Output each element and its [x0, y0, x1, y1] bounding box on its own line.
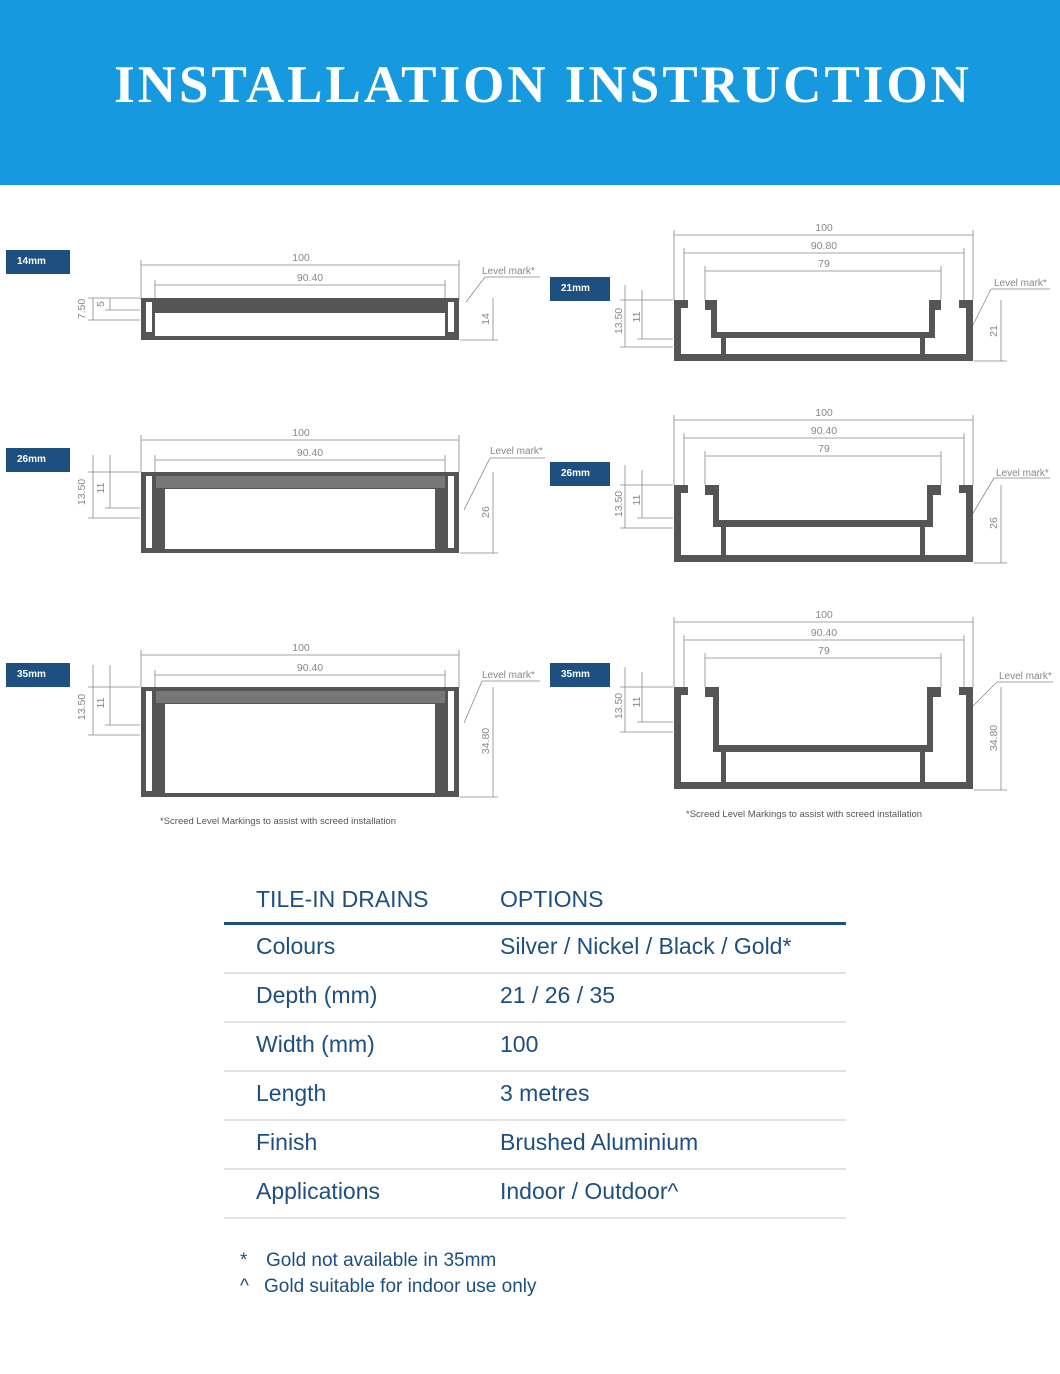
footnote-text: Gold suitable for indoor use only — [264, 1276, 537, 1297]
dim-left-inner: 11 — [631, 696, 643, 708]
row-label: Depth (mm) — [256, 982, 378, 1008]
level-mark-label: Level mark* — [490, 446, 543, 457]
depth-tag: 26mm — [550, 462, 610, 486]
depth-tag: 35mm — [6, 663, 70, 687]
footnote-text: Gold not available in 35mm — [266, 1250, 497, 1271]
level-mark-label: Level mark* — [999, 671, 1052, 682]
table-row — [224, 1170, 846, 1219]
grate-drawing-35mm — [545, 602, 1060, 827]
dim-left-inner: 11 — [631, 494, 643, 506]
table-row — [224, 974, 846, 1023]
dim-height: 21 — [988, 325, 1000, 337]
dim-width: 100 — [292, 252, 310, 264]
dim-left-inner: 11 — [95, 697, 107, 709]
header-options: OPTIONS — [500, 886, 604, 912]
drain-profile — [141, 298, 459, 340]
depth-tag: 21mm — [550, 277, 610, 301]
table-row — [224, 925, 846, 974]
table-row — [224, 1023, 846, 1072]
depth-tag: 35mm — [550, 663, 610, 687]
drain-profile — [141, 687, 459, 797]
dim-left-outer: 13.50 — [613, 490, 625, 518]
profile-drawing-35mm — [0, 635, 545, 830]
depth-tag: 14mm — [6, 250, 70, 274]
level-mark-label: Level mark* — [994, 278, 1047, 289]
dim-width: 100 — [815, 407, 833, 419]
dim-left-inner: 11 — [631, 311, 643, 323]
dim-height: 34.80 — [988, 724, 1000, 752]
page-title: INSTALLATION INSTRUCTION — [114, 56, 972, 114]
drain-profile — [674, 485, 973, 562]
dim-height: 26 — [480, 506, 492, 518]
dim-left-outer: 13.50 — [76, 693, 88, 721]
dim-left-outer: 7.50 — [76, 298, 88, 320]
grate-drawing-26mm — [545, 400, 1060, 570]
footnote — [240, 1276, 537, 1298]
dim-grate: 79 — [818, 443, 830, 455]
depth-tag: 26mm — [6, 448, 70, 472]
footnote-symbol: * — [240, 1250, 248, 1271]
row-label: Finish — [256, 1129, 318, 1155]
dim-width: 100 — [815, 609, 833, 621]
dim-height: 34.80 — [480, 727, 492, 755]
grate-drawing-21mm — [545, 215, 1060, 370]
row-value: 3 metres — [500, 1080, 590, 1106]
dim-width: 100 — [292, 642, 310, 654]
row-value: 21 / 26 / 35 — [500, 982, 616, 1008]
row-label: Colours — [256, 933, 336, 959]
footnote — [240, 1250, 496, 1272]
spec-table-header — [224, 880, 846, 925]
header-product: TILE-IN DRAINS — [256, 886, 429, 912]
dim-grate: 79 — [818, 645, 830, 657]
header-banner — [0, 0, 1060, 185]
row-value: Silver / Nickel / Black / Gold* — [500, 933, 792, 959]
row-value: 100 — [500, 1031, 539, 1057]
profile-drawing-14mm — [0, 240, 545, 360]
row-value: Indoor / Outdoor^ — [500, 1178, 679, 1204]
dim-left-outer: 13.50 — [76, 478, 88, 506]
dim-left-inner: 5 — [95, 301, 107, 307]
dim-width: 100 — [815, 222, 833, 234]
dim-inner: 90.40 — [296, 272, 324, 284]
row-label: Width (mm) — [256, 1031, 375, 1057]
dim-grate: 79 — [818, 258, 830, 270]
dim-height: 14 — [480, 313, 492, 325]
dim-inner: 90.40 — [296, 447, 324, 459]
dim-height: 26 — [988, 517, 1000, 529]
spec-table — [224, 880, 846, 1219]
dim-left-outer: 13.50 — [613, 692, 625, 720]
dim-inner: 90.40 — [810, 627, 838, 639]
profile-drawing-26mm — [0, 420, 545, 560]
drain-profile — [674, 300, 973, 361]
dim-inner: 90.40 — [296, 662, 324, 674]
table-row — [224, 1072, 846, 1121]
row-value: Brushed Aluminium — [500, 1129, 699, 1155]
level-mark-label: Level mark* — [482, 670, 535, 681]
row-label: Length — [256, 1080, 327, 1106]
table-row — [224, 1121, 846, 1170]
level-mark-label: Level mark* — [996, 468, 1049, 479]
screed-note: *Screed Level Markings to assist with screed installation — [160, 816, 397, 827]
dim-inner: 90.40 — [810, 425, 838, 437]
dim-left-outer: 13.50 — [613, 307, 625, 335]
screed-note: *Screed Level Markings to assist with screed installation — [686, 809, 923, 820]
dim-inner: 90.80 — [810, 240, 838, 252]
footnote-symbol: ^ — [240, 1276, 249, 1297]
dim-left-inner: 11 — [95, 482, 107, 494]
level-mark-label: Level mark* — [482, 266, 535, 277]
row-label: Applications — [256, 1178, 381, 1204]
dim-width: 100 — [292, 427, 310, 439]
drain-profile — [674, 687, 973, 789]
